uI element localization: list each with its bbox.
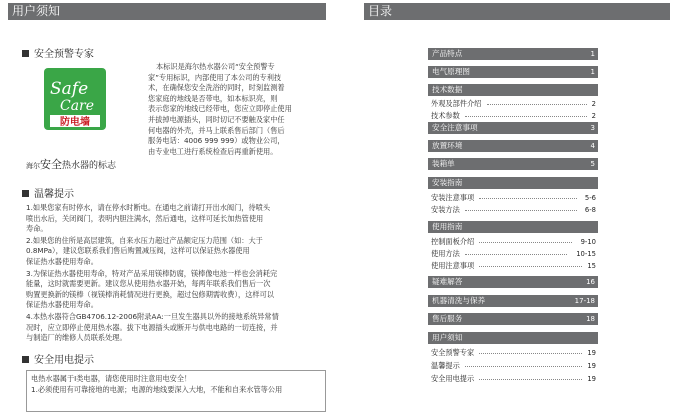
toc-subitem — [431, 249, 598, 259]
toc-section — [428, 66, 598, 78]
toc-section — [428, 122, 598, 134]
logo-line1: Safe — [50, 79, 89, 99]
electric-safety-title-text: 安全用电提示 — [34, 355, 94, 366]
toc-section — [428, 332, 598, 344]
toc-title: 安全用电提示 — [431, 374, 475, 383]
safe-care-logo — [44, 68, 106, 130]
toc-page-number: 1 — [590, 68, 595, 76]
toc-title: 装箱单 — [432, 159, 455, 168]
toc-subitem — [431, 205, 598, 215]
toc-title: 安全预警专家 — [431, 348, 475, 357]
toc-title: 电气原理图 — [432, 67, 470, 76]
square-bullet-icon — [22, 356, 29, 363]
toc-leader-dots — [487, 104, 587, 105]
notice-line: 1.必须使用有可靠接地的电源；电源的地线要深入大地，不能和自来水管等公用 — [31, 384, 283, 394]
warm-tips-paragraph — [26, 203, 279, 344]
toc-section — [428, 48, 598, 60]
tips-line: 保证热水器使用寿命。 — [26, 256, 98, 266]
warm-tips-section-title — [22, 185, 74, 200]
toc-title: 安装方法 — [431, 205, 460, 214]
toc-page-number: 2 — [591, 112, 596, 120]
toc-leader-dots — [479, 379, 582, 380]
toc-leader-dots — [465, 116, 587, 117]
toc-subitem — [431, 261, 598, 271]
toc-leader-dots — [479, 198, 577, 199]
safety-line: 表示您家的地线已经带电，您应立即停止使用 — [148, 104, 292, 114]
tips-line: 喷出水后，关闭阀门，表明内胆注满水，然后通电，这样可延长加热管使用 — [26, 213, 264, 223]
toc-page-number: 18 — [586, 315, 595, 323]
toc-title: 使用方法 — [431, 249, 460, 258]
tips-line: 能量，这时就需要更新。建议您从使用热水器开始，每两年联系我们售后一次 — [26, 279, 271, 289]
toc-title: 使用指南 — [432, 222, 463, 231]
toc-section — [428, 313, 598, 325]
safety-line: 并拔掉电源插头，同时切记不要触及家中任 — [148, 114, 285, 124]
contents-header: 目录 — [364, 3, 670, 20]
toc-section — [428, 84, 598, 96]
toc-page-number: 1 — [590, 50, 595, 58]
safety-line: 服务电话：4006 999 999）或物业公司， — [148, 136, 285, 146]
warm-tips-title-text: 温馨提示 — [34, 189, 74, 200]
safety-line: 何电器的外壳，并马上联系售后部门（售后 — [148, 125, 285, 135]
toc-page-number: 19 — [587, 349, 596, 357]
tips-line: 2.如果您的住所是高层建筑，自来水压力超过产品额定压力范围（如：大于 — [26, 235, 263, 245]
square-bullet-icon — [22, 190, 29, 197]
safety-expert-paragraph — [148, 62, 292, 157]
toc-section — [428, 295, 598, 307]
tips-line: 4.本热水器符合GB4706.12-2006附录AA:一旦发生器具以外的接地系统异常情 — [26, 311, 279, 321]
brand-big: 安全 — [40, 158, 62, 171]
toc-title: 放置环境 — [432, 141, 463, 150]
toc-page-number: 10-15 — [576, 250, 596, 258]
toc-title: 控制面板介绍 — [431, 237, 475, 246]
toc-page-number: 5 — [590, 160, 595, 168]
toc-title: 温馨提示 — [431, 361, 460, 370]
toc-page-number: 19 — [587, 362, 596, 370]
tips-line: 1.如果您家有时停水，请在停水时断电。在通电之前请打开出水阀门，待喷头 — [26, 203, 271, 212]
tips-line: 寿命。 — [26, 224, 48, 234]
toc-title: 外观及部件介绍 — [431, 99, 482, 108]
toc-leader-dots — [465, 366, 582, 367]
toc-title: 使用注意事项 — [431, 261, 475, 270]
notice-paragraph — [31, 374, 282, 395]
electric-safety-notice-box — [26, 370, 326, 412]
toc-subitem — [431, 374, 598, 384]
logo-line2: Care — [60, 98, 95, 114]
toc-title: 安装指南 — [432, 178, 463, 187]
safety-line: 由专业电工进行系统检查后再重新使用。 — [148, 146, 278, 156]
safety-expert-title-text: 安全预警专家 — [34, 49, 94, 60]
toc-section — [428, 177, 598, 189]
toc-subitem — [431, 193, 598, 203]
toc-subitem — [431, 237, 598, 247]
toc-section — [428, 158, 598, 170]
safety-line: 您家庭的地线是否带电，如本标识亮，则 — [148, 93, 278, 103]
toc-section — [428, 221, 598, 233]
toc-subitem — [431, 111, 598, 121]
toc-title: 技术数据 — [432, 85, 463, 94]
toc-page-number: 17-18 — [574, 297, 595, 305]
toc-subitem — [431, 348, 598, 358]
safety-line: 本标识是海尔热水器公司“安全预警专 — [156, 62, 275, 71]
toc-section — [428, 276, 598, 288]
brand-prefix: 海尔 — [26, 162, 40, 170]
tips-line: 保证热水器使用寿命。 — [26, 300, 98, 310]
toc-section — [428, 140, 598, 152]
toc-leader-dots — [465, 254, 567, 255]
toc-title: 安装注意事项 — [431, 193, 475, 202]
toc-page-number: 9-10 — [580, 238, 596, 246]
toc-page-number: 6-8 — [584, 206, 596, 214]
left-page-header: 用户须知 — [8, 3, 326, 20]
toc-leader-dots — [465, 210, 577, 211]
toc-page-number: 19 — [587, 375, 596, 383]
toc-subitem — [431, 361, 598, 371]
tips-line: 况时，应立即停止使用热水器。拔下电源插头或断开与供电电路的一切连接，并 — [26, 322, 278, 332]
toc-page-number: 2 — [591, 100, 596, 108]
toc-title: 机器清洗与保养 — [432, 296, 486, 305]
toc-leader-dots — [479, 242, 572, 243]
toc-title: 产品特点 — [432, 49, 463, 58]
toc-title: 售后服务 — [432, 314, 463, 323]
toc-title: 疑难解答 — [432, 277, 463, 286]
brand-rest: 热水器的标志 — [62, 161, 117, 171]
toc-page-number: 4 — [590, 142, 595, 150]
toc-page-number: 3 — [590, 124, 595, 132]
toc-leader-dots — [479, 353, 582, 354]
tips-line: 0.8MPa），建议您联系我们售后购置减压阀，这样可以保证热水器使用 — [26, 246, 250, 256]
safe-care-brand-caption — [26, 156, 116, 172]
tips-line: 3.为保证热水器使用寿命，特对产品采用镁棒防腐，镁棒像电池一样也会消耗完 — [26, 268, 278, 278]
safety-expert-section-title — [22, 45, 94, 60]
toc-page-number: 16 — [586, 278, 595, 286]
safety-line: 家”专用标识，内部使用了本公司的专利技 — [148, 72, 282, 82]
safety-line: 术，在确保您安全洗浴的同时，时刻监测着 — [148, 83, 285, 93]
electric-safety-section-title — [22, 351, 94, 366]
toc-leader-dots — [479, 266, 582, 267]
tips-line: 购置更换新的镁棒（视镁棒消耗情况进行更换，超过包修期需收费），这样可以 — [26, 289, 274, 299]
toc-title: 用户须知 — [432, 333, 463, 342]
square-bullet-icon — [22, 50, 29, 57]
toc-page-number: 15 — [587, 262, 596, 270]
toc-page-number: 5-6 — [584, 194, 596, 202]
toc-title: 安全注意事项 — [432, 123, 478, 132]
toc-subitem — [431, 99, 598, 109]
notice-line: 电热水器属于Ⅰ类电器，请您使用时注意用电安全！ — [31, 374, 192, 383]
tips-line: 与制造厂的维修人员联系处理。 — [26, 333, 127, 343]
logo-sub: 防电墙 — [60, 117, 90, 128]
toc-title: 技术参数 — [431, 111, 460, 120]
